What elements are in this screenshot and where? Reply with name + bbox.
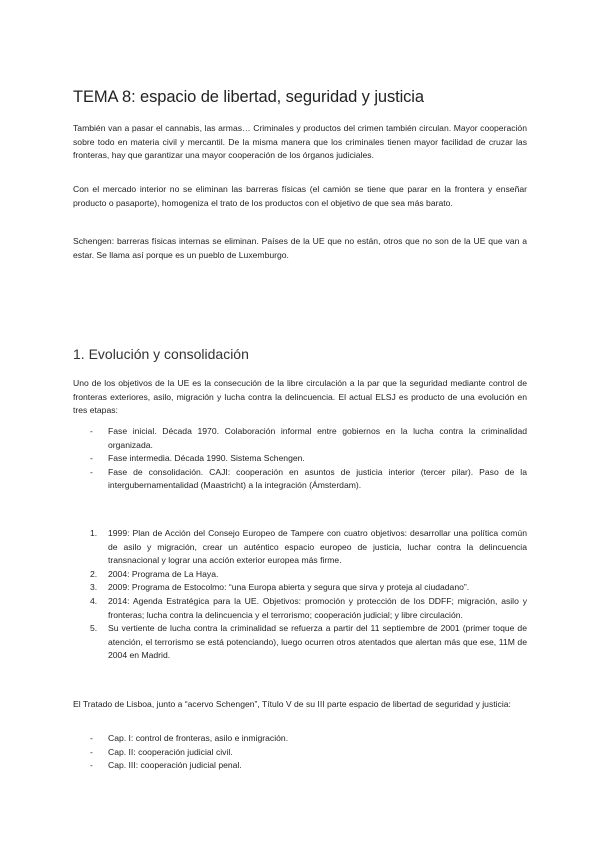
- list-item: - Cap. II: cooperación judicial civil.: [73, 746, 527, 760]
- stages-list: [73, 425, 527, 493]
- list-item: - Cap. I: control de fronteras, asilo e inmigración.: [73, 732, 527, 746]
- dash-bullet: -: [90, 733, 93, 743]
- lisboa-paragraph: El Tratado de Lisboa, junto a “acervo Schengen”, Título V de su III parte espacio de libertad de seguridad y justicia:: [73, 699, 511, 709]
- list-item: - Fase inicial. Década 1970. Colaboración informal entre gobiernos en la lucha contra la criminalidad organizada.: [90, 426, 527, 450]
- list-item: 5. Su vertiente de lucha contra la criminalidad se refuerza a partir del 11 septiembre de 2001 (primer toque de atención, el terrorismo se está potenciando), luego ocurren otros atentados que alertan más que ese, 11M de 2004 en Madrid.: [90, 623, 527, 661]
- list-item: - Fase de consolidación. CAJI: cooperación en asuntos de justicia interior (tercer pilar). Paso de la intergubernamentalidad (Maastricht) a la integración (Ámsterdam).: [90, 466, 527, 491]
- section-paragraph: Uno de los objetivos de la UE es la consecución de la libre circulación a la par que la seguridad mediante control de fronteras exteriores, asilo, migración y lucha contra la delincuencia. El actual ELSJ es producto de una evolución en tres etapas:: [73, 378, 527, 416]
- section-heading: 1. Evolución y consolidación: [73, 346, 249, 362]
- dash-bullet: -: [90, 760, 93, 771]
- list-item: 3. 2009: Programa de Estocolmo: “una Europa abierta y segura que sirva y proteja al ciudadano”.: [90, 582, 470, 593]
- intro-paragraph-1: También van a pasar el cannabis, las armas… Criminales y productos del crimen también circulan. Mayor cooperación sobre todo en materia civil y mercantil. De la misma manera que los criminales tienen mayor facilidad de cruzar las fronteras, hay que garantizar una mayor cooperación de los órganos judiciales.: [73, 123, 527, 161]
- list-item: 1. 1999: Plan de Acción del Consejo Europeo de Tampere con cuatro objetivos: desarrollar una política común de asilo y migración, crear un auténtico espacio europeo de justicia, luchar contra la delincuencia transnacional y lograr una acción exterior europea más firme.: [90, 528, 527, 566]
- intro-paragraph-3: Schengen: barreras físicas internas se eliminan. Países de la UE que no están, otros que no son de la UE que van a estar. Se llama así porque es un pueblo de Luxemburgo.: [73, 236, 527, 260]
- list-item: 2. 2004: Programa de La Haya.: [90, 568, 219, 579]
- list-item: - Fase intermedia. Década 1990. Sistema Schengen.: [73, 452, 527, 466]
- milestones-list: [73, 527, 527, 663]
- intro-paragraph-2: Con el mercado interior no se eliminan las barreras físicas (el camión se tiene que parar en la frontera y enseñar producto o pasaporte), homogeniza el trato de los productos con el objetivo de que sea más barato.: [73, 184, 527, 208]
- dash-bullet: -: [90, 746, 93, 757]
- dash-bullet: -: [90, 453, 93, 464]
- dash-bullet: -: [90, 426, 93, 436]
- page-title: TEMA 8: espacio de libertad, seguridad y justicia: [73, 88, 424, 106]
- chapters-list: [73, 732, 527, 773]
- list-item: - Cap. III: cooperación judicial penal.: [73, 759, 527, 773]
- dash-bullet: -: [90, 466, 93, 477]
- list-item: 4. 2014: Agenda Estratégica para la UE. Objetivos: promoción y protección de los DDFF; migración, asilo y fronteras; lucha contra la delincuencia y el terrorismo; cooperación judicial; y libre circulación.: [90, 595, 527, 620]
